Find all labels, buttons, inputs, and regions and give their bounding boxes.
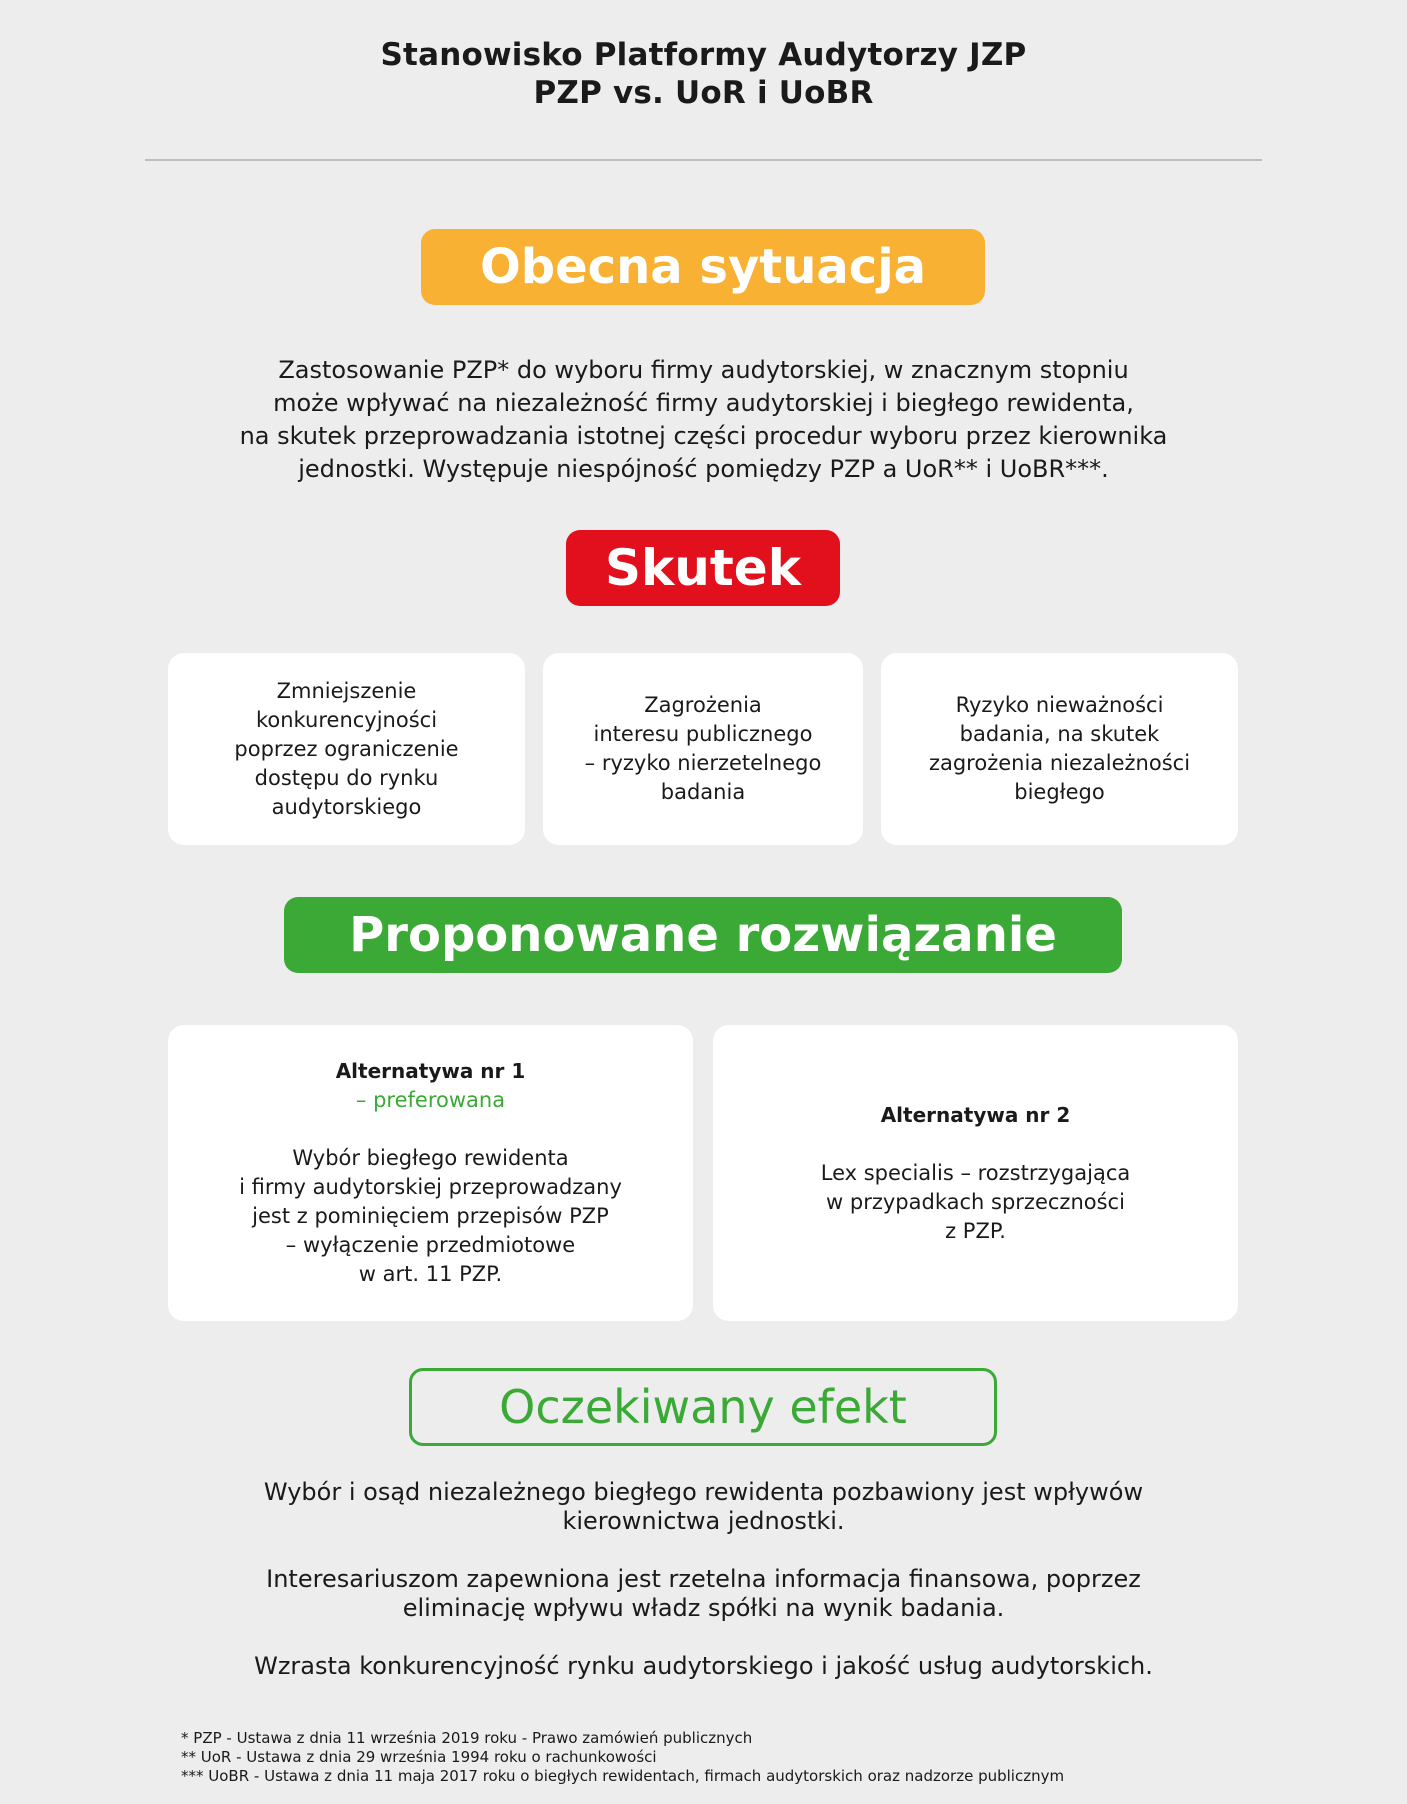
title-line-1: Stanowisko Platformy Audytorzy JZP — [380, 37, 1027, 73]
proposed-solution-heading: Proponowane rozwiązanie — [284, 897, 1122, 973]
footnote: ** UoR - Ustawa z dnia 29 września 1994 roku o rachunkowości — [181, 1748, 657, 1766]
text-line: Wybór i osąd niezależnego biegłego rewidenta pozbawiony jest wpływów — [263, 1478, 1144, 1506]
text-line: na skutek przeprowadzania istotnej części procedur wyboru przez kierownika — [239, 422, 1168, 450]
card-line: Lex specialis – rozstrzygająca — [820, 1160, 1131, 1185]
card-line: – wyłączenie przedmiotowe — [285, 1233, 576, 1257]
text-line: Wzrasta konkurencyjność rynku audytorskiego i jakość usług audytorskich. — [254, 1652, 1153, 1680]
card-line: w przypadkach sprzeczności — [826, 1189, 1125, 1214]
effect-card-public-interest — [543, 653, 863, 845]
current-situation-text — [100, 354, 1307, 486]
spacer — [100, 1536, 1307, 1565]
card-line: badania, na skutek — [959, 722, 1160, 746]
card-line: Ryzyko nieważności — [955, 693, 1164, 717]
footnotes — [181, 1729, 1064, 1786]
alternative-2-card — [713, 1025, 1238, 1321]
card-line: biegłego — [1014, 780, 1105, 804]
card-line: badania — [660, 780, 746, 804]
effect-heading: Skutek — [566, 530, 840, 606]
card-line: Zmniejszenie — [276, 678, 417, 703]
card-line: Wybór biegłego rewidenta — [292, 1146, 569, 1170]
card-line: – ryzyko nierzetelnego — [584, 751, 822, 775]
text-line: kierownictwa jednostki. — [562, 1507, 845, 1535]
card-line: dostępu do rynku — [254, 765, 439, 790]
footnote: * PZP - Ustawa z dnia 11 września 2019 roku - Prawo zamówień publicznych — [181, 1729, 753, 1747]
text-line: może wpływać na niezależność firmy audytorskiej i biegłego rewidenta, — [273, 389, 1134, 417]
alternative-1-title: Alternatywa nr 1 — [335, 1059, 526, 1083]
text-line: Zastosowanie PZP* do wyboru firmy audytorskiej, w znacznym stopniu — [278, 356, 1129, 384]
current-situation-heading: Obecna sytuacja — [421, 229, 985, 305]
card-line: audytorskiego — [271, 794, 422, 819]
title-divider — [145, 159, 1262, 161]
card-line: w art. 11 PZP. — [358, 1262, 503, 1286]
alternative-1-preferred-label: – preferowana — [355, 1088, 506, 1112]
expected-effect-text — [100, 1478, 1307, 1681]
alternative-2-title: Alternatywa nr 2 — [880, 1102, 1071, 1127]
text-line: jednostki. Występuje niespójność pomiędzy PZP a UoR** i UoBR***. — [298, 455, 1109, 483]
footnote: *** UoBR - Ustawa z dnia 11 maja 2017 roku o biegłych rewidentach, firmach audytorskich oraz nadzorze publicznym — [181, 1767, 1065, 1785]
card-line: z PZP. — [945, 1218, 1006, 1243]
expected-effect-heading: Oczekiwany efekt — [409, 1368, 997, 1446]
alternative-1-card — [168, 1025, 693, 1321]
card-line: zagrożenia niezależności — [928, 751, 1191, 775]
text-line: Interesariuszom zapewniona jest rzetelna informacja finansowa, poprzez — [266, 1565, 1141, 1593]
page-title — [0, 36, 1407, 112]
card-line: poprzez ograniczenie — [234, 736, 459, 761]
title-line-2: PZP vs. UoR i UoBR — [533, 75, 874, 111]
card-line: interesu publicznego — [593, 722, 813, 746]
card-line: i firmy audytorskiej przeprowadzany — [239, 1175, 622, 1199]
card-line: jest z pominięciem przepisów PZP — [252, 1204, 609, 1228]
effect-card-invalidity-risk — [881, 653, 1238, 845]
text-line: eliminację wpływu władz spółki na wynik badania. — [402, 1594, 1005, 1622]
spacer — [100, 1623, 1307, 1652]
card-line: Zagrożenia — [644, 693, 762, 717]
card-line: konkurencyjności — [255, 707, 438, 732]
effect-card-competition — [168, 653, 525, 845]
